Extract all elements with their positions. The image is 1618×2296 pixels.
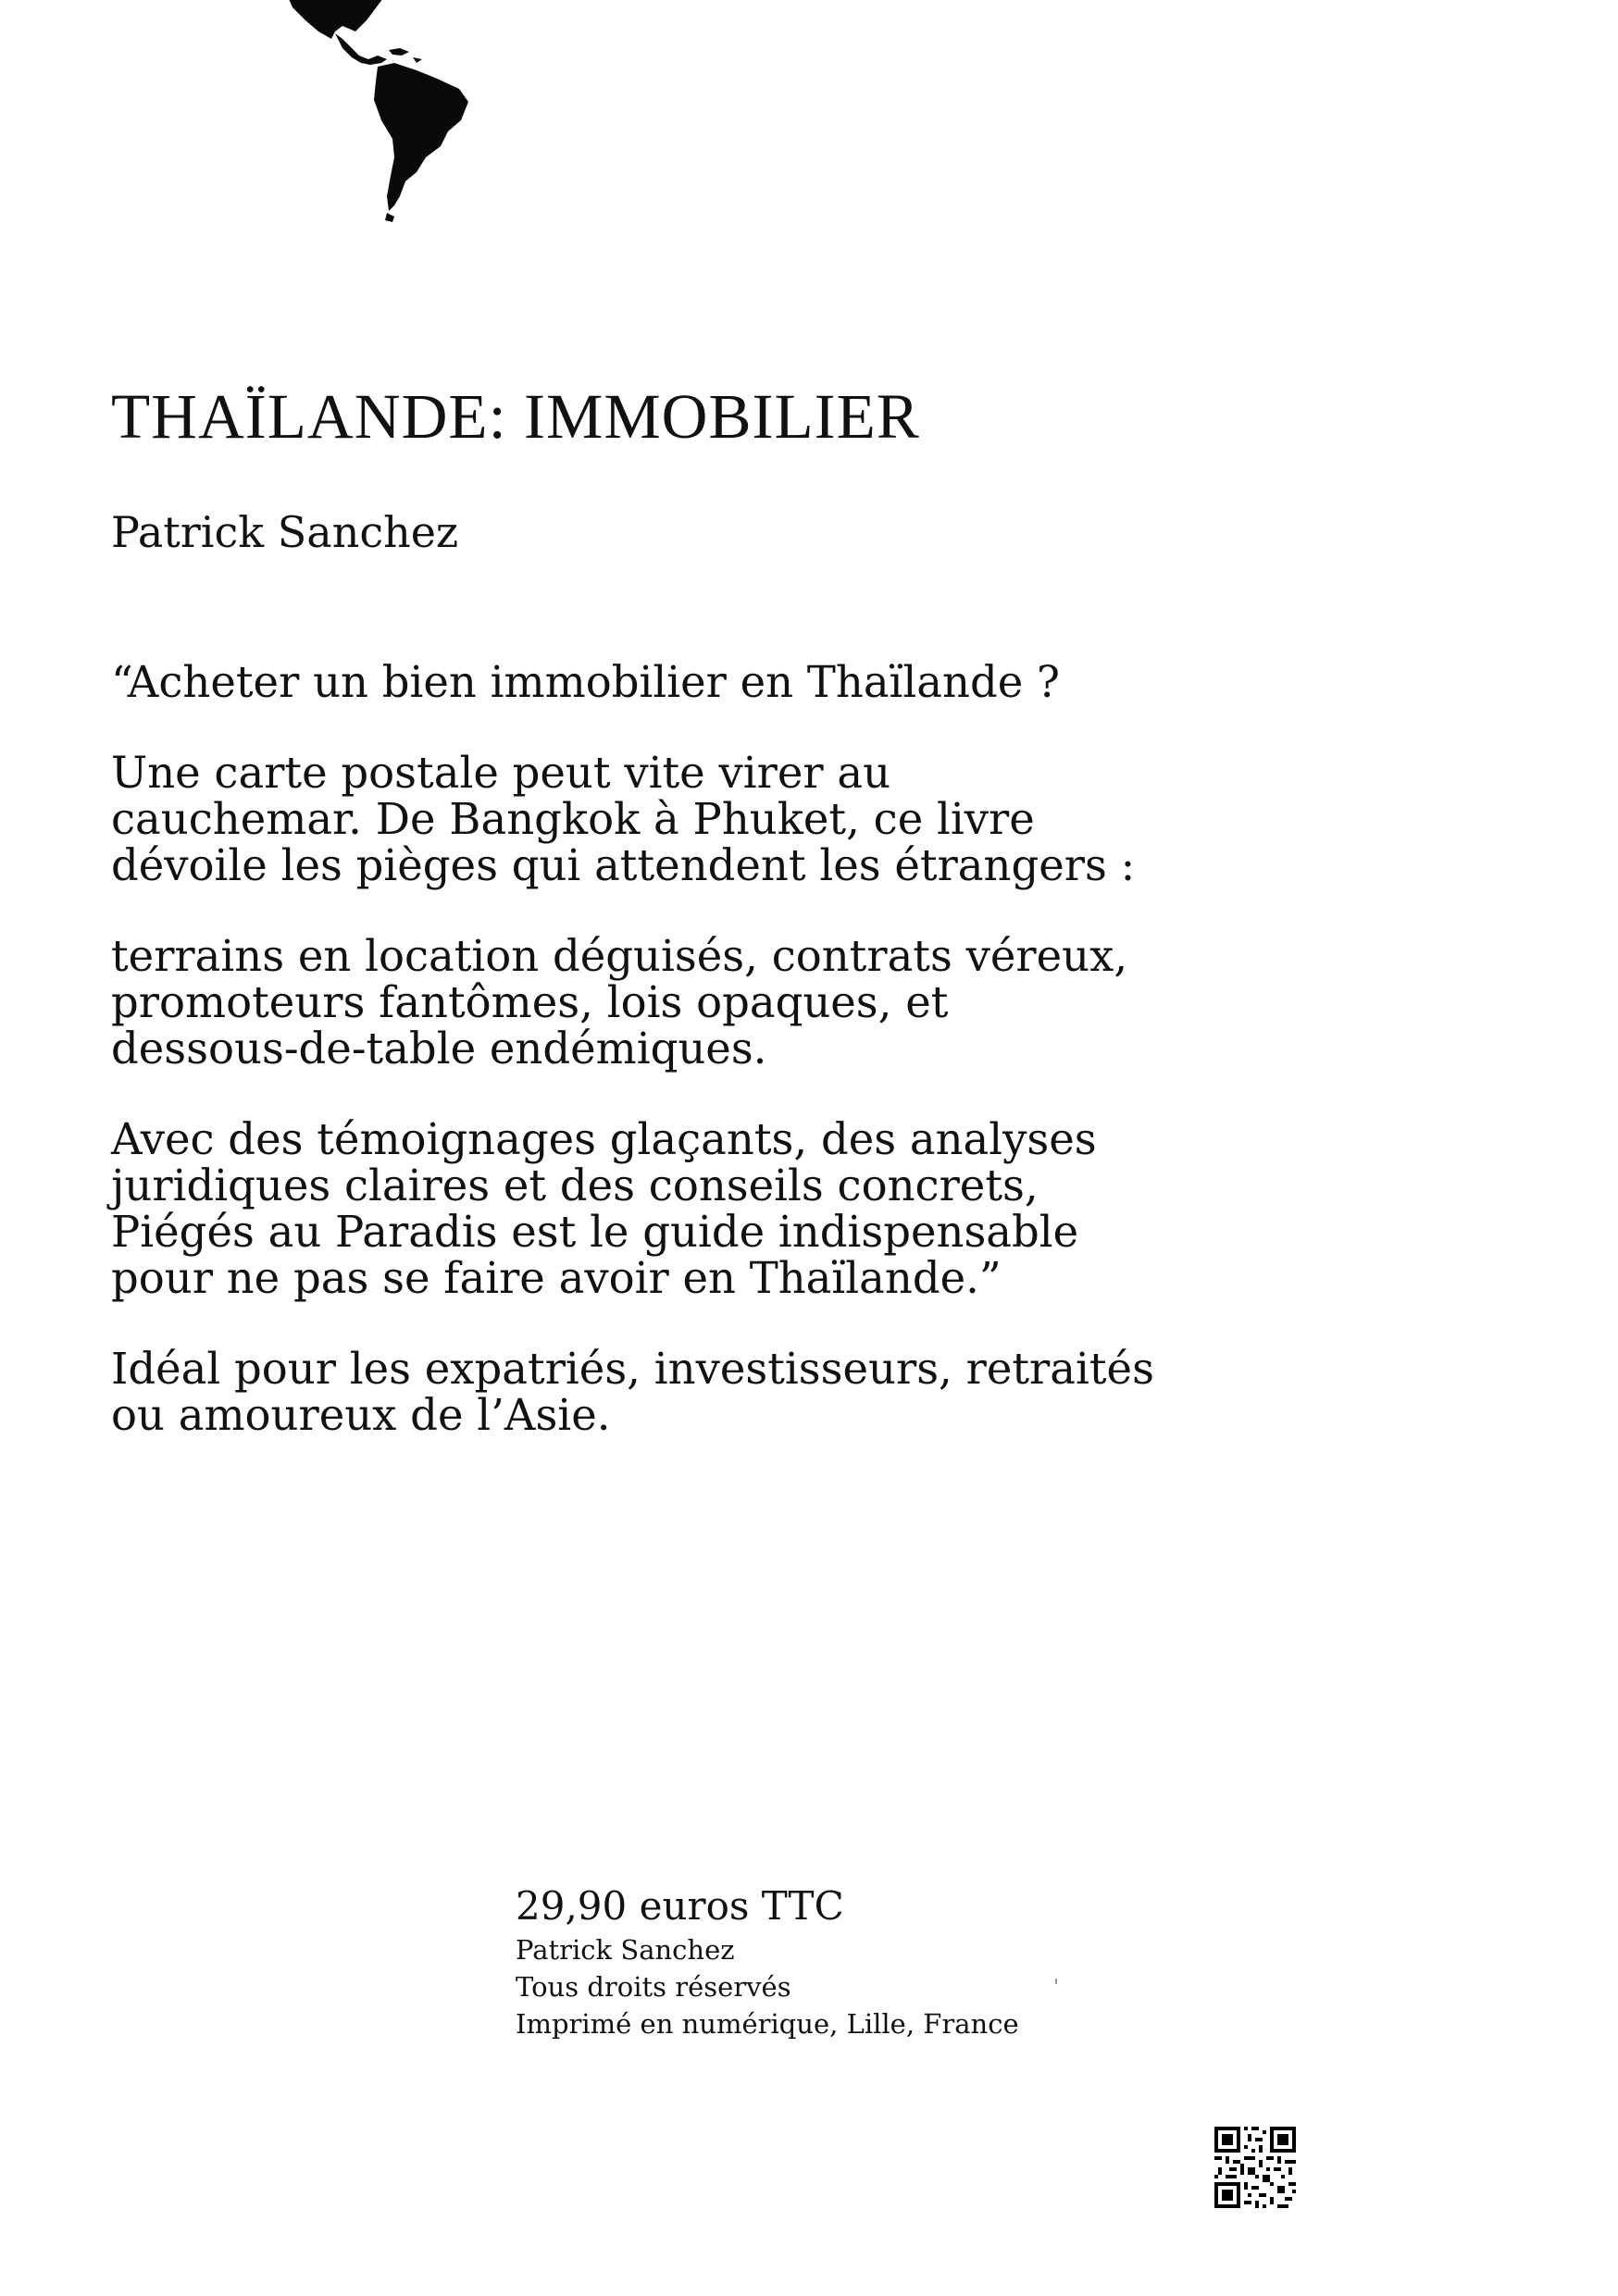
book-title: THAÏLANDE: IMMOBILIER — [111, 381, 920, 452]
blurb-paragraph: “Acheter un bien immobilier en Thaïlande ? — [111, 657, 1060, 707]
print-speck — [1055, 1979, 1057, 1984]
back-cover-blurb — [111, 659, 1268, 1483]
colophon — [516, 1881, 1019, 2042]
rights-notice: Tous droits réservés — [516, 1971, 791, 2003]
blurb-paragraph: terrains en location déguisés, contrats véreux, promoteurs fantômes, lois opaques, et dessous-de-table endémiques. — [111, 931, 1128, 1074]
colophon-author: Patrick Sanchez — [516, 1934, 735, 1966]
blurb-paragraph: Une carte postale peut vite virer au cauchemar. De Bangkok à Phuket, ce livre dévoile les pièges qui attendent les étrangers : — [111, 748, 1136, 890]
blurb-paragraph: Avec des témoignages glaçants, des analyses juridiques claires et des conseils concrets, Piégés au Paradis est le guide indispensable pour ne pas se faire avoir en Thaïlande.” — [111, 1114, 1097, 1303]
qr-code-icon — [1214, 2127, 1296, 2208]
blurb-paragraph: Idéal pour les expatriés, investisseurs, retraités ou amoureux de l’Asie. — [111, 1344, 1154, 1440]
print-location: Imprimé en numérique, Lille, France — [516, 2008, 1019, 2040]
price-label: 29,90 euros TTC — [516, 1883, 844, 1929]
americas-map-icon — [278, 0, 491, 222]
book-author: Patrick Sanchez — [111, 507, 459, 557]
